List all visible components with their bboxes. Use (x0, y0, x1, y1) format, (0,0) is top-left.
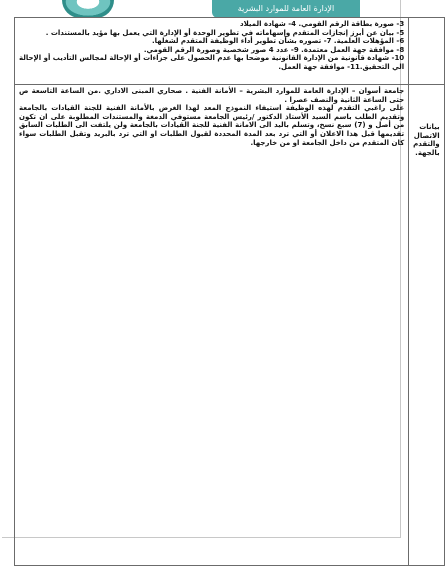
contact-address-paragraph: جامعة أسوان – الإدارة العامة للموارد البشرية – الأمانة الفنية . صحاري المبنى الاداري .من الساعة التاسعة ص حتى الساعة الثانية والنصف عصرا . (19, 87, 405, 104)
document-page (2, 0, 440, 538)
required-documents-cell (15, 18, 409, 85)
header-banner: الإدارة العامة للموارد البشرية (212, 0, 360, 18)
list-item: 6- المؤهلات العلمية. 7- تصوره بشأن تطوير أداء الوظيفة المتقدم لشغلها. (152, 37, 405, 46)
list-item: 8- موافقة جهة العمل معتمدة. 9- عدد 4 صور شخصية وصورة الرقم القومي. (143, 45, 405, 54)
row-label (409, 18, 444, 85)
list-item: الي التحقيق.11- موافقة جهة العمل. (278, 62, 405, 71)
application-instructions-paragraph: على راغبي التقدم لهذه الوظيفة استيفاء النموذج المعد لهذا الغرض بالأمانة الفنية للجنة القيادات بالجامعة وتقديم الطلب باسم السيد الأستاذ الدكتور /رئيس الجامعة مستوفي الدمغة والمستندات المطلوبة على ان تكون من أصل و (7) سبع نسخ، وتسلم باليد الى الامانة الفنية للجنة القيادات بالجامعة ولن يلتفت الى الطلبات السابق تقديمها قبل هذا الاعلان أو التي ترد بعد المدة المحددة لقبول الطلبات او التي ترد بالبريد وتقبل الطلبات سواء كان المتقدم من داخل الجامعة او من خارجها. (19, 104, 405, 147)
list-item: 3- صورة بطاقة الرقم القومي. 4- شهادة الميلاد (240, 20, 405, 28)
requirements-table (14, 17, 445, 566)
list-item: 10- شهادة قانونية من الإدارة القانونية موضحا بها عدم الحصول على جزاءات أو الإحالة لمجالس التأديب أو الإحالة (19, 54, 405, 63)
contact-info-cell (15, 85, 409, 566)
contact-info-label: بيانات الاتصال والتقدم بالجهة. (409, 85, 444, 566)
table-row (15, 18, 445, 85)
list-item: 5- بيان عن أبرز إنجازات المتقدم وإسهاماته في تطوير الوحدة أو الإدارة التي يعمل بها مؤيد بالمستندات . (45, 28, 405, 37)
university-logo (62, 0, 114, 18)
table-row (15, 85, 445, 566)
